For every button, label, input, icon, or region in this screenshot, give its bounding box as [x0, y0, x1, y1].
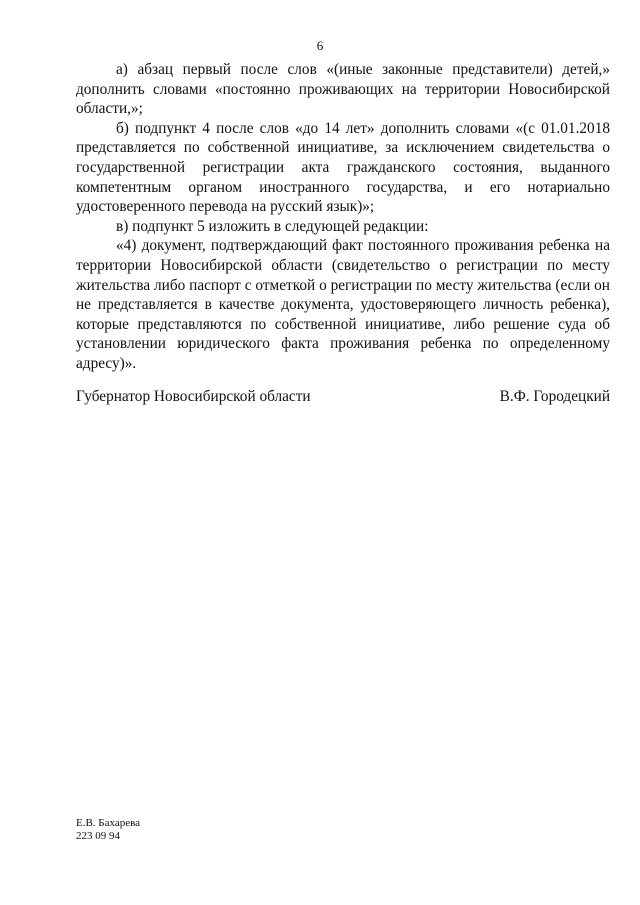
executor-phone: 223 09 94: [76, 830, 120, 842]
paragraph-quote: «4) документ, подтверждающий факт постоянного проживания ребенка на территории Новосибирской области (свидетельство о регистрации по месту жительства либо паспорт с отметкой о регистрации по месту жительства (если он не представляется в качестве документа, удостоверяющего личность ребенка), которые представляются по собственной инициативе, либо решение суда об установлении юридического факта проживания ребенка по определенному адресу)».: [76, 237, 610, 372]
document-body: [76, 60, 610, 374]
executor-name: Е.В. Бахарева: [76, 817, 141, 829]
page-number: 6: [316, 38, 324, 53]
signature-block: [76, 388, 610, 406]
paragraph-c: в) подпункт 5 изложить в следующей редакции:: [116, 217, 429, 235]
signatory-name: В.Ф. Городецкий: [499, 388, 610, 405]
paragraph-b: б) подпункт 4 после слов «до 14 лет» дополнить словами «(с 01.01.2018 представляется по собственной инициативе, за исключением свидетельства о государственной регистрации акта гражданского состояния, выданного компетентным органом иностранного государства, и его нотариально удостоверенного перевода на русский язык)»;: [76, 119, 610, 216]
paragraph-a: а) абзац первый после слов «(иные законные представители) детей,» дополнить словами «постоянно проживающих на территории Новосибирской области,»;: [76, 61, 610, 118]
signatory-position: Губернатор Новосибирской области: [76, 388, 311, 405]
executor-block: [76, 817, 140, 843]
